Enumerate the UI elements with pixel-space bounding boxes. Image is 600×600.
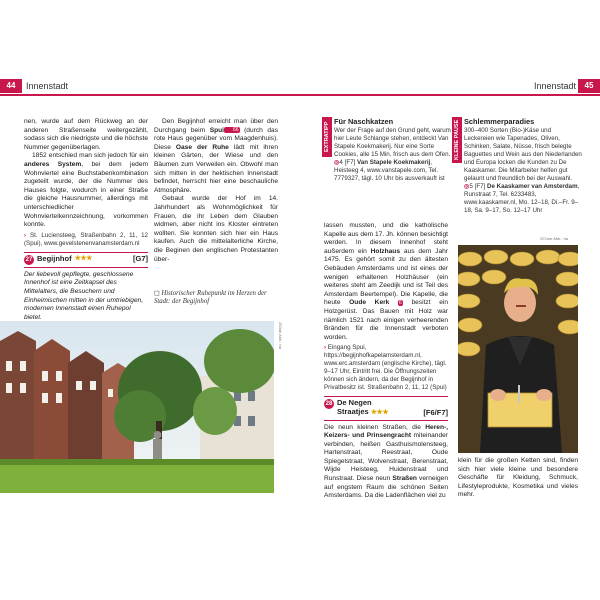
cheese-shop-photo [458,245,578,453]
paragraph: Die neun kleinen Straßen, die Heren-, Keizers- und Prinsengracht miteinander verbinden, heißen Gasthuismolensteeg, Hartenstraat, Reestraat, Oude Spiegelstraat, Wolvenstraat, Berenstraat, Wijde Heisteeg, Huidenstraat und Runstraat. Diese neun Straßen verneigen auf engstem Raum die schönen Seiten Amsterdams. Da die Ladenflächen viel zu [324,423,448,500]
entry-title: De Negen Straatjes ★★★ [337,398,389,416]
entry-intro: Der liebevoll gepflegte, geschlossene Innenhof ist eine Zeitkapsel des Mittelalters, die Besuchern und Einheimischen mitten in der umtriebigen, modernen Innenstadt einen Ruhepol bietet. [24,270,144,321]
extratipp-label: EXTRATIPP [322,117,332,157]
entry-title: Begijnhof [37,254,72,264]
entry-header-negen-straatjes [324,396,448,420]
info-line: › Eingang Spui, https://begijnhofkapelamsterdam.nl, www.erc.amsterdam (englische Kirche), tägl. 9–17 Uhr, Eintritt frei. Die Öffnungszeiten können sich ändern, da der Begijnhof in Privatbesitz ist. Straßenbahn 2, 11, 12 (Spui) [324,344,447,392]
photo-credit: 207am Abb.: ha [540,236,569,241]
paragraph: lassen mussten, und die katholische Kapelle aus dem 17. Jh. können besichtigt werden. In diesem Innenhof steht außerdem ein Holzhaus aus dem Jahr 1475. Es gehört somit zu den ältesten Gebäuden Amsterdams und ist eines der wenigen erhaltenen Holzhäuser (ein weiteres steht am Zeedijk und ist Teil des Amsterdam Beertempel). Die Kapelle, die heute Oude Kerk 6 besitzt ein Holzgerüst. Das Bauen mit Holz war nämlich 1521 nach einigen verheerenden Bränden für die Innenstadt verboten worden. [324,222,448,341]
header-rule-right [300,94,600,96]
kleine-pause-text: 300–400 Sorten (Bio-)Käse und Leckereien wie Tapenades, Oliven, Schinken, Salate, Nüsse, frisch belegte Baguettes und Wein aus den Niederlanden und Europa locken die Kunden zu De Kaaskamer. Die Mitarbeiter helfen gut gelaunt und freundlich bei der Auswahl. [464,126,582,182]
map-grid-reference: [G7] [133,254,148,264]
photo-credit: 253ab Abb.: ha [278,322,283,349]
star-rating: ★★★ [74,255,92,263]
cheese-shop-illustration [458,245,578,453]
map-marker-badge: 6 [399,299,402,306]
begijnhof-photo [0,321,274,493]
left-column-1 [24,118,148,322]
paragraph: Den Begijnhof erreicht man über den Durchgang beim Spui 66 (durch das rote Haus gegenüber vom Maagdenhuis). Diese Oase der Ruhe lädt mit ihren kleinen Gärten, der Wiese und den Bäumen zum Verweilen ein. Obwohl man sich mitten in der hektischen Innenstadt befindet, herrscht hier eine beschauliche Atmosphäre. [154,118,278,194]
caption-marker-icon: ◻ [154,290,160,297]
extratipp-title: Für Naschkatzen [334,117,394,126]
kleine-pause-box [464,118,582,215]
page-number-left: 44 [0,79,22,93]
photo-caption: ◻ Historischer Ruhepunkt im Herzen der Stadt: der Begijnhof [154,290,267,306]
kleine-pause-label: KLEINE PAUSE [452,117,462,163]
entry-number-badge: 27 [25,256,33,263]
running-head-right: Innenstadt [534,81,577,91]
right-column-1 [324,222,448,501]
right-column-2 [458,457,578,500]
right-page [300,0,600,600]
star-rating: ★★★ [370,408,389,416]
paragraph: 1852 entschied man sich jedoch für ein anderes System, bei dem jedem Wohnviertel eine Buchstabenkombination zugeteilt wurde, der die Nummer des Hauses folgte, wodurch in einer Straße die gleiche Hausnummer, allerdings mit unterschiedlicher Wohnviertelkennzeichnung, vorkommen konnte. [24,152,148,229]
extratipp-box [334,118,452,183]
header-rule-left [0,94,300,96]
running-head-left: Innenstadt [26,81,69,91]
kleine-pause-title: Schlemmerparadies [464,117,535,126]
info-line: › St. Luciensteeg, Straßenbahn 2, 11, 12 (Spui), www.gevelstenenvanamsterdam.nl [24,231,148,247]
entry-number-badge: 28 [325,401,333,408]
map-grid-reference: [F6/F7] [423,407,448,417]
extratipp-text: Wer der Frage auf den Grund geht, warum hier Leute Schlange stehen, entdeckt Van Stapele Koekmakerij. Nur eine Sorte Cookies, alle 15 Min. frisch aus dem Ofen. [334,126,451,158]
kleine-pause-listing: ◎5 [F7] De Kaaskamer van Amsterdam, Runstraat 7, Tel. 6233483, www.kaaskamer.nl, Mo. 12–18, Di.–Fr. 9–18, Sa. 9–17, So. 12–17 Uhr [464,182,580,214]
paragraph: Gebaut wurde der Hof im 14. Jahrhundert als Wohnmöglichkeit für Frauen, die ihr Leben dem Glauben widmen, aber nicht ins Kloster eintreten wollten. Sie konnten sich hier ein Haus kaufen. Auch die mittelalterliche Kirche, die Beginen den englischen Protestanten über- [154,195,278,263]
extratipp-listing: ◎4 [F7] Van Stapele Koekmakerij, Heisteeg 4, www.vanstapele.com, Tel. 7779327, tägl. 10 Uhr bis ausverkauft ist [334,158,445,182]
paragraph: klein für die großen Ketten sind, finden sich hier viele kleine und besondere Geschäfte für Kleidung, Schmuck, Lifestyleprodukte, Kosmetika und vieles mehr. [458,457,578,499]
paragraph: nen, wurde auf dem Rückweg an der anderen Straßenseite weitergezählt, sodass sich die niedrigste und die höchste Nummer gegenüberlagen. [24,118,148,151]
map-marker-badge: 66 [224,127,240,133]
left-column-2 [154,118,278,264]
courtyard-illustration [0,321,274,493]
page-number-right: 45 [578,79,600,93]
entry-header-begijnhof [24,252,148,268]
